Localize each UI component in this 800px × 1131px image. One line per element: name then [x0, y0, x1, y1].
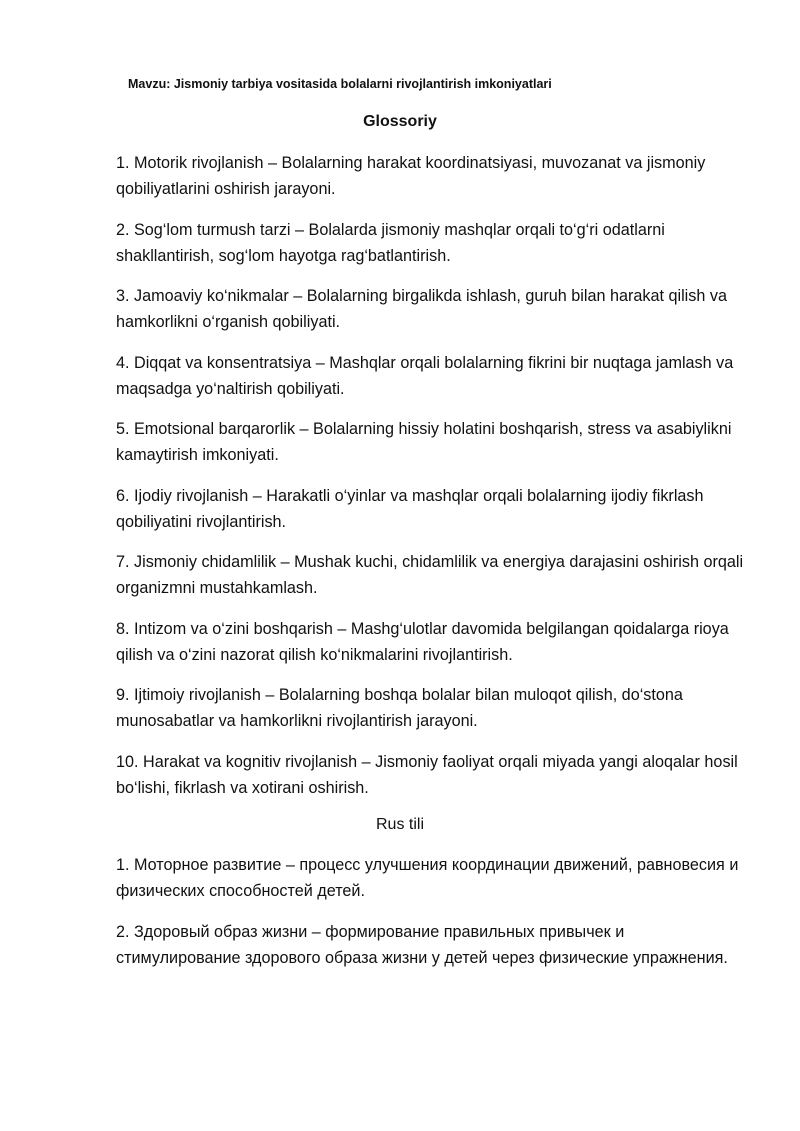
list-item: 9. Ijtimoiy rivojlanish – Bolalarning boshqa bolalar bilan muloqot qilish, do‘stona munosabatlar va hamkorlikni rivojlantirish jarayoni. — [116, 686, 683, 730]
list-item: 3. Jamoaviy ko‘nikmalar – Bolalarning birgalikda ishlash, guruh bilan harakat qilish va hamkorlikni o‘rganish qobiliyati. — [116, 287, 727, 331]
list-item: 2. Здоровый образ жизни – формирование правильных привычек и стимулирование здорового образа жизни у детей через физические упражнения. — [116, 922, 728, 967]
list-item: 2. Sog‘lom turmush tarzi – Bolalarda jismoniy mashqlar orqali to‘g‘ri odatlarni shakllantirish, sog‘lom hayotga rag‘batlantirish. — [116, 220, 665, 265]
uzbek-glossary-list — [116, 150, 746, 815]
list-item: 1. Моторное развитие – процесс улучшения координации движений, равновесия и физических способностей детей. — [116, 856, 739, 900]
topic-title: Mavzu: Jismoniy tarbiya vositasida bolalarni rivojlantirish imkoniyatlari — [128, 77, 552, 91]
list-item: 1. Motorik rivojlanish – Bolalarning harakat koordinatsiyasi, muvozanat va jismoniy qobiliyatlarini oshirish jarayoni. — [116, 154, 706, 198]
russian-glossary-list — [116, 852, 746, 985]
list-item: 5. Emotsional barqarorlik – Bolalarning hissiy holatini boshqarish, stress va asabiylikni kamaytirish imkoniyati. — [116, 420, 732, 464]
list-item: 8. Intizom va o‘zini boshqarish – Mashg‘ulotlar davomida belgilangan qoidalarga rioya qilish va o‘zini nazorat qilish ko‘nikmalarini rivojlantirish. — [116, 619, 729, 664]
list-item: 6. Ijodiy rivojlanish – Harakatli o‘yinlar va mashqlar orqali bolalarning ijodiy fikrlash qobiliyatini rivojlantirish. — [116, 486, 704, 531]
list-item: 7. Jismoniy chidamlilik – Mushak kuchi, chidamlilik va energiya darajasini oshirish orqali organizmni mustahkamlash. — [116, 553, 744, 597]
glossary-heading: Glossoriy — [363, 113, 437, 130]
list-item: 10. Harakat va kognitiv rivojlanish – Jismoniy faoliyat orqali miyada yangi aloqalar hosil bo‘lishi, fikrlash va xotirani oshirish. — [116, 752, 738, 797]
russian-heading: Rus tili — [375, 816, 424, 833]
list-item: 4. Diqqat va konsentratsiya – Mashqlar orqali bolalarning fikrini bir nuqtaga jamlash va maqsadga yo‘naltirish qobiliyati. — [116, 353, 734, 398]
